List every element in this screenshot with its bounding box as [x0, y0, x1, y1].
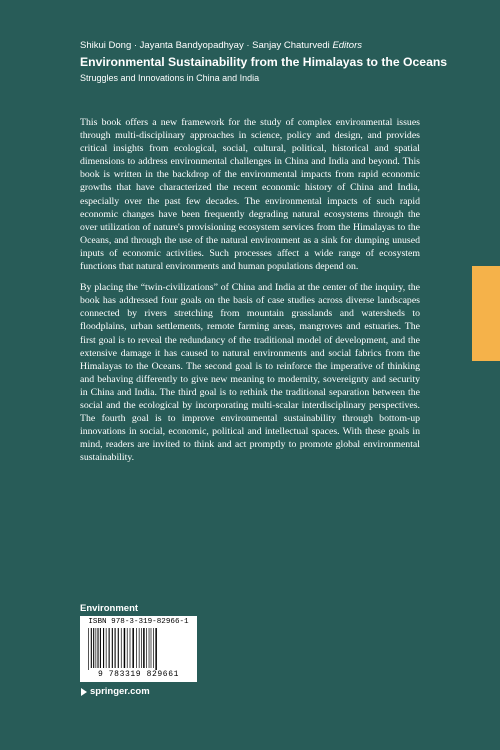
barcode-bar [93, 628, 94, 668]
isbn-barcode [80, 616, 197, 682]
cover-header [80, 40, 480, 84]
barcode-bar [100, 628, 101, 668]
barcode-bar [96, 628, 97, 668]
barcode-bar [115, 628, 116, 668]
barcode-bar [109, 628, 110, 668]
isbn-text: ISBN 978-3-319-82966-1 [88, 618, 189, 626]
editors-role: Editors [332, 40, 363, 51]
barcode-bar [139, 628, 140, 668]
publisher-url: springer.com [90, 686, 150, 697]
barcode-bar [103, 628, 104, 668]
barcode-bars [88, 628, 192, 670]
book-subtitle: Struggles and Innovations in China and India [80, 73, 260, 83]
barcode-bar [136, 628, 137, 668]
barcode-bar [91, 628, 92, 668]
barcode-bar [146, 628, 147, 668]
barcode-bar [132, 628, 133, 668]
barcode-bar [88, 628, 89, 670]
blurb-paragraph-2: By placing the “twin-civilizations” of China and India at the center of the inquiry, the book has addressed four goals on the basis of case studies across diverse landscapes connected by rivers stretching from mountain grasslands and watersheds to floodplains, urban settlements, remote farming areas, mangroves and estuaries. The first goal is to reveal the redundancy of the traditional model of development, and the extensive damage it has caused to natural environments and social fabrics from the Himalayas to the Oceans. The second goal is to reinforce the imperative of thinking and behaving differently to give new meaning to modernity, sovereignty and security in China and India. The third goal is to rethink the traditional separation between the social and the ecological by incorporating multi-scalar interdisciplinary perspectives. The fourth goal is to improve environmental sustainability through bottom-up innovations in social, economic, political and intellectual spaces. With these goals in mind, readers are invited to think and act promptly to promote global environmental sustainability. [80, 282, 420, 464]
barcode-bar [155, 628, 156, 670]
blurb-paragraph-1: This book offers a new framework for the study of complex environmental issues through multi-disciplinary approaches in science, policy and design, and provides critical insights from ecological, social, cultural, political, historical and spatial dimensions to address environmental challenges in China and India and beyond. This book is written in the backdrop of the environmental impacts from rapid economic growths that have characterized the recent economic history of China and India, especially over the past few decades. The environmental impacts of such rapid economic changes have been frequently degrading natural ecosystems through the over utilization of nature's provisioning ecosystem services from the Himalayas to the Oceans, and through the use of the natural environment as a sink for dumping unused inputs of economic activities. Such processes affect a wide range of ecosystem functions that natural environments and human populations depend on. [80, 117, 420, 273]
barcode-bar [112, 628, 113, 668]
barcode-bar [143, 628, 144, 668]
barcode-bar [127, 628, 128, 668]
subject-category: Environment [80, 603, 139, 614]
barcode-bar [149, 628, 150, 668]
barcode-bar [118, 628, 119, 668]
barcode-bar [121, 628, 122, 668]
barcode-bar [130, 628, 131, 668]
color-tab [472, 266, 500, 361]
barcode-bar [153, 628, 154, 668]
ean-digits: 9 783319 829661 [97, 670, 179, 679]
arrow-right-icon [80, 687, 88, 697]
barcode-bar [106, 628, 107, 668]
barcode-bar [141, 628, 142, 668]
blurb [80, 116, 420, 472]
editors-line [80, 40, 480, 52]
publisher-link[interactable] [80, 686, 150, 697]
book-title: Environmental Sustainability from the Himalayas to the Oceans [80, 55, 448, 69]
barcode-bar [97, 628, 98, 668]
barcode-bar [124, 628, 125, 668]
barcode-bar [151, 628, 152, 668]
editors-names: Shikui Dong · Jayanta Bandyopadhyay · Sanjay Chaturvedi [80, 40, 330, 51]
